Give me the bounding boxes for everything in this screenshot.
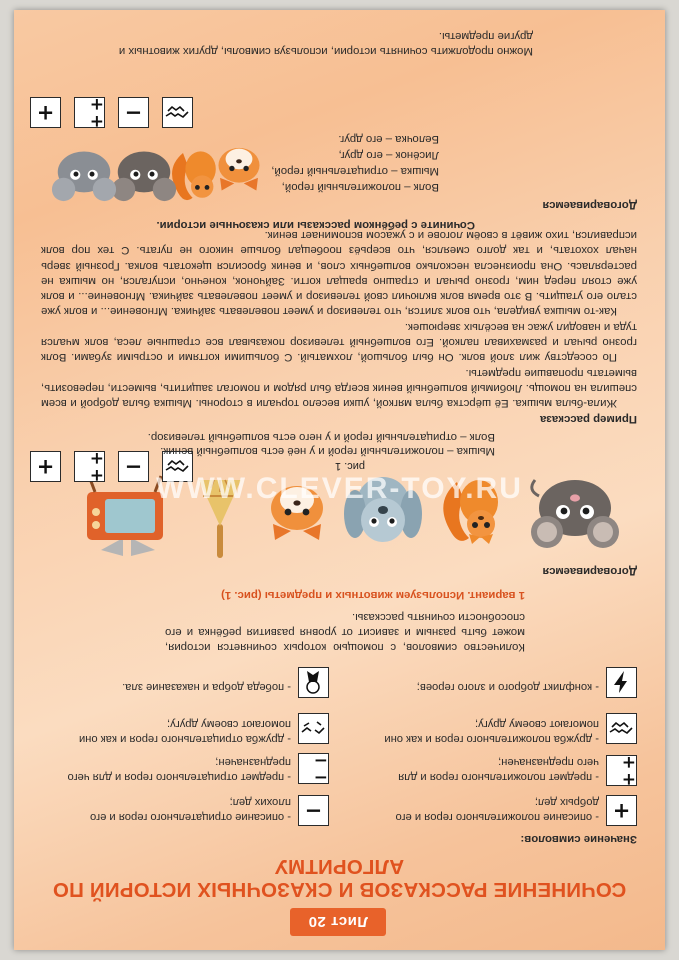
agree-heading-1: Договариваемся (542, 565, 637, 577)
row1-card-plus (30, 451, 61, 482)
minus-minus-icon: − − (313, 750, 328, 788)
symbol-card-lightning (606, 667, 637, 698)
handshake-icon (166, 459, 190, 475)
plus-icon: + (36, 101, 55, 125)
handshake-icon (610, 721, 634, 737)
agree2-line-squirrel: Белочка – его друг. (338, 133, 439, 145)
plus-icon: + (36, 455, 55, 479)
agree2-line-mouse: Мышка – отрицательный герой, (271, 165, 439, 177)
worksheet-page (14, 10, 665, 950)
legend-item-positive-friendship: - дружба положительного героя и как они помогают своему другу; (384, 718, 599, 745)
legend-item-negative-friendship: - дружба отрицательного героя и как они помогают своему другу; (78, 718, 291, 745)
intro-text: Количество символов, с помощью которых сочиняется история, может быть разным и зависит от уровня развития ребёнка и его способности сочинять рассказы. (165, 610, 525, 653)
symbol-card-plus-plus (606, 752, 637, 790)
agree2-line-fox: Лисёнок – его друг, (338, 149, 439, 161)
legend-item-positive-object: - предмет положительного героя и для чего предназначен; (398, 756, 599, 783)
symbol-card-minus-minus (298, 750, 329, 788)
figure-squirrel (437, 471, 507, 548)
figure-mouse-2 (109, 143, 179, 206)
row2-card-minus (118, 97, 149, 128)
figure-caption: рис. 1 (335, 460, 365, 472)
symbol-card-award (298, 667, 329, 698)
figure-fox (259, 477, 335, 546)
agree2-line-wolf: Волк – положительный герой, (281, 181, 439, 193)
figure-dog (341, 469, 425, 554)
minus-icon: − (124, 455, 143, 479)
row2-card-handshake (162, 97, 193, 128)
minus-icon: − (304, 799, 323, 823)
symbol-card-minus (298, 795, 329, 826)
legend-item-positive-hero: - описание положительного героя и его добрых дел; (395, 796, 599, 823)
symbols-heading: Значение символов: (520, 833, 637, 845)
plus-plus-icon: + + (621, 752, 636, 790)
sheet-number-badge: Лист 20 (290, 908, 386, 936)
lightning-icon (614, 672, 630, 694)
row2-card-plus-plus (74, 94, 105, 132)
handshake-icon (166, 105, 190, 121)
footer-note: Можно продолжить сочинять истории, используя символы, других животных и другие предметы. (118, 29, 533, 57)
minus-icon: − (124, 101, 143, 125)
agree-line-wolf: Волк – отрицательный герой и у него есть волшебный телевизор. (147, 431, 495, 443)
row1-card-plus-plus (74, 448, 105, 486)
story-paragraph-2: По соседству жил злой волк. Он был большой, лохматый. С большими когтями и острыми зубами. Волк грозно рычал и размахивал палкой. Его волшебный телевизор показывал все страшные леса, волк мчался туда и наводил ужас на весёлых зверюшек. (41, 320, 637, 363)
plus-plus-icon: + + (89, 94, 104, 132)
page-title: СОЧИНЕНИЕ РАССКАЗОВ И СКАЗОЧНЫХ ИСТОРИЙ ПО АЛГОРИТМУ (52, 855, 627, 901)
figure-mouse (527, 471, 623, 554)
legend-item-negative-hero: - описание отрицательного героя и его плохих дел; (90, 796, 291, 823)
figure-broom (191, 471, 247, 558)
plus-plus-icon: + + (89, 448, 104, 486)
symbol-card-handshake (606, 713, 637, 744)
row2-card-plus (30, 97, 61, 128)
story-paragraph-1: Жила-была мышка. Её шёрстка была мягкой, ушки весело торчали в стороны. Мышка была доброй и всем спешила на помощь. Любимый волшебный веник всегда был рядом и помогал защитить, вымести, перевозить, выметать пропавшие предметы. (41, 366, 637, 409)
legend-item-negative-object: - предмет отрицательного героя и для чего предназначен; (67, 756, 291, 783)
broken-link-icon (302, 721, 326, 737)
symbol-card-plus (606, 795, 637, 826)
award-icon (303, 671, 325, 695)
watermark: WWW.CLEVER-TOY.RU (156, 472, 523, 505)
agree-heading-2: Договариваемся (542, 199, 637, 211)
agree-line-mouse: Мышка – положительный герой и у неё есть волшебный веник. (160, 445, 495, 457)
plus-icon: + (612, 799, 631, 823)
story-paragraph-3: Как-то мышка увидела, что волк злится, что телевизор и умеет повелевать зайчика. Мгновение... и волк уже стало его утащить. В это время волк включил свой телевизор и умеет повелевать зайчика. Мгновение... и волк уже стоял перед ним, грозно рычал и страшно вращал когти. Зайчонок, конечно, испугался, но мышка не растерялась. Она произнесла несколько волшебных слов, и веник бросился щекотать волка. Грозный зверь начал хохотать, и так долго смеялся, что всерьёз пообещал больше никого не пугать. С тех пор волк исправился, тихо живёт в своём логове и с ужасом вспоминает веник. (41, 229, 637, 317)
compose-heading: Сочините с ребёнком рассказы или сказочные истории. (156, 219, 475, 231)
symbol-card-broken-link (298, 713, 329, 744)
legend-item-victory: - победа добра и наказание зла. (122, 681, 291, 693)
variant-1-heading: 1 вариант. Используем животных и предметы (рис. 1) (221, 589, 525, 601)
legend-item-conflict: - конфликт доброго и злого героев; (416, 681, 599, 693)
story-heading: Пример рассказа (539, 413, 637, 425)
figure-mouse-3 (49, 143, 119, 206)
